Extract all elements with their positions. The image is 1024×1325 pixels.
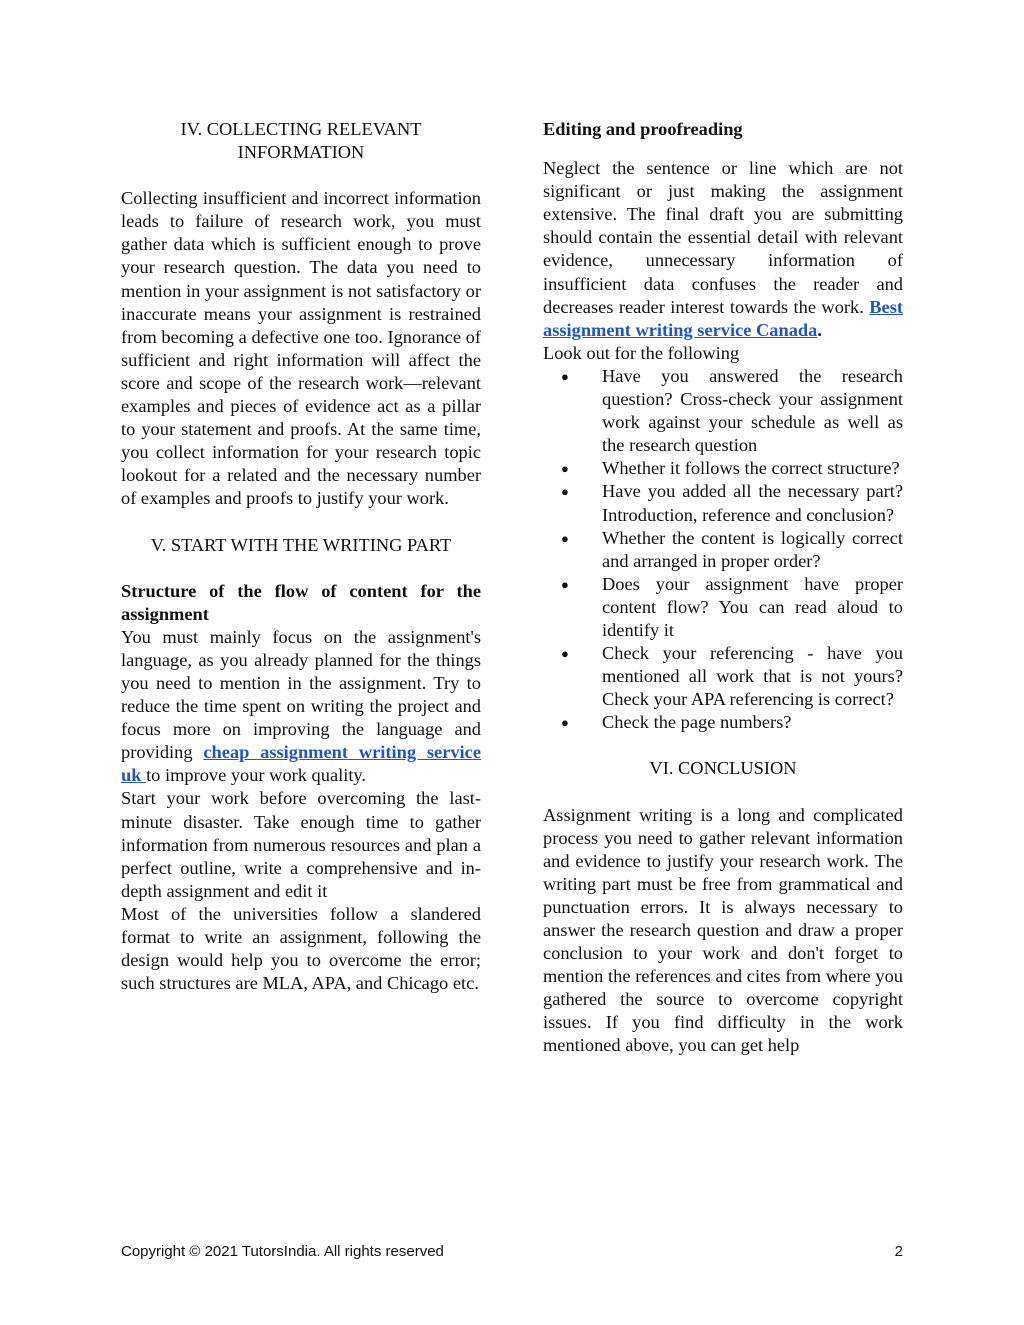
right-column (543, 118, 903, 1058)
best-assignment-canada-link[interactable]: Best assignment writing service Canada (543, 296, 903, 340)
paragraph-editing (543, 157, 903, 342)
paragraph-formats: Most of the universities follow a slandered format to write an assignment, following the design would help you to overcome the error; such structures are MLA, APA, and Chicago etc. (121, 903, 481, 994)
bullet-icon: ● (561, 484, 569, 500)
bullet-icon: ● (561, 646, 569, 662)
link-trailing-period: . (817, 319, 822, 340)
section-heading-collecting-information: IV. COLLECTING RELEVANT INFORMATION (180, 119, 422, 163)
list-item (543, 642, 903, 711)
cheap-assignment-link[interactable]: cheap assignment writing service uk (121, 742, 481, 786)
page-number: 2 (894, 1243, 903, 1260)
list-item-text: Check the page numbers? (602, 712, 792, 733)
bullet-icon: ● (561, 715, 569, 731)
section-heading-conclusion: VI. CONCLUSION (649, 758, 797, 779)
paragraph-conclusion: Assignment writing is a long and complicated process you need to gather relevant information and evidence to justify your research work. The writing part must be free from grammatical and punctuation errors. It is always necessary to answer the research question and draw a proper conclusion to your work and don't forget to mention the references and cites from where you gathered the source to overcome copyright issues. If you find difficulty in the work mentioned above, you can get help (543, 804, 903, 1056)
bullet-icon: ● (561, 368, 569, 384)
paragraph-start-work: Start your work before overcoming the last-minute disaster. Take enough time to gather information from numerous resources and plan a perfect outline, write a comprehensive and in-depth assignment and edit it (121, 788, 481, 901)
list-item-text: Have you answered the research question? Cross-check your assignment work against your schedule as well as the research question (602, 365, 903, 456)
paragraph-language-focus (121, 626, 481, 788)
paragraph-language-text-end: to improve your work quality. (146, 765, 367, 786)
subheading-structure-flow: Structure of the flow of content for the assignment (121, 580, 481, 624)
list-item (543, 480, 903, 526)
list-item (543, 457, 903, 480)
list-item (543, 711, 903, 734)
lookout-text: Look out for the following (543, 342, 740, 363)
list-item (543, 527, 903, 573)
checklist (543, 365, 903, 735)
paragraph-language-text: You must mainly focus on the assignment's language, as you already planned for the things you need to mention in the assignment. Try to reduce the time spent on writing the project and focus more on improving the language and providing (121, 626, 481, 763)
section-heading-editing: Editing and proofreading (543, 119, 743, 139)
paragraph-editing-text: Neglect the sentence or line which are not significant or just making the assignment extensive. The final draft you are submitting should contain the essential detail with relevant evidence, unnecessary information of insufficient data confuses the reader and decreases reader interest towards the work. (543, 158, 903, 317)
list-item (543, 573, 903, 642)
left-column (121, 118, 481, 995)
list-item-text: Does your assignment have proper content flow? You can read aloud to identify it (602, 573, 903, 640)
bullet-icon: ● (561, 530, 569, 546)
list-item-text: Whether it follows the correct structure? (602, 458, 900, 479)
bullet-icon: ● (561, 461, 569, 477)
list-item (543, 365, 903, 457)
list-item-text: Have you added all the necessary part? Introduction, reference and conclusion? (602, 481, 903, 525)
copyright-text: Copyright © 2021 TutorsIndia. All rights reserved (121, 1243, 444, 1260)
paragraph-collecting-information: Collecting insufficient and incorrect information leads to failure of research work, you must gather data which is sufficient enough to prove your research question. The data you need to mention in your assignment is not satisfactory or inaccurate means your assignment is restrained from becoming a defective one too. Ignorance of sufficient and right information will affect the score and scope of the research work—relevant examples and pieces of evidence act as a pillar to your statement and proofs. At the same time, you collect information for your research topic lookout for a related and the necessary number of examples and proofs to justify your work. (121, 188, 481, 509)
bullet-icon: ● (561, 576, 569, 592)
section-heading-writing-part: V. START WITH THE WRITING PART (150, 534, 452, 555)
list-item-text: Whether the content is logically correct and arranged in proper order? (602, 527, 903, 571)
list-item-text: Check your referencing - have you mentioned all work that is not yours? Check your APA referencing is correct? (602, 643, 903, 710)
page-footer (121, 1243, 903, 1260)
